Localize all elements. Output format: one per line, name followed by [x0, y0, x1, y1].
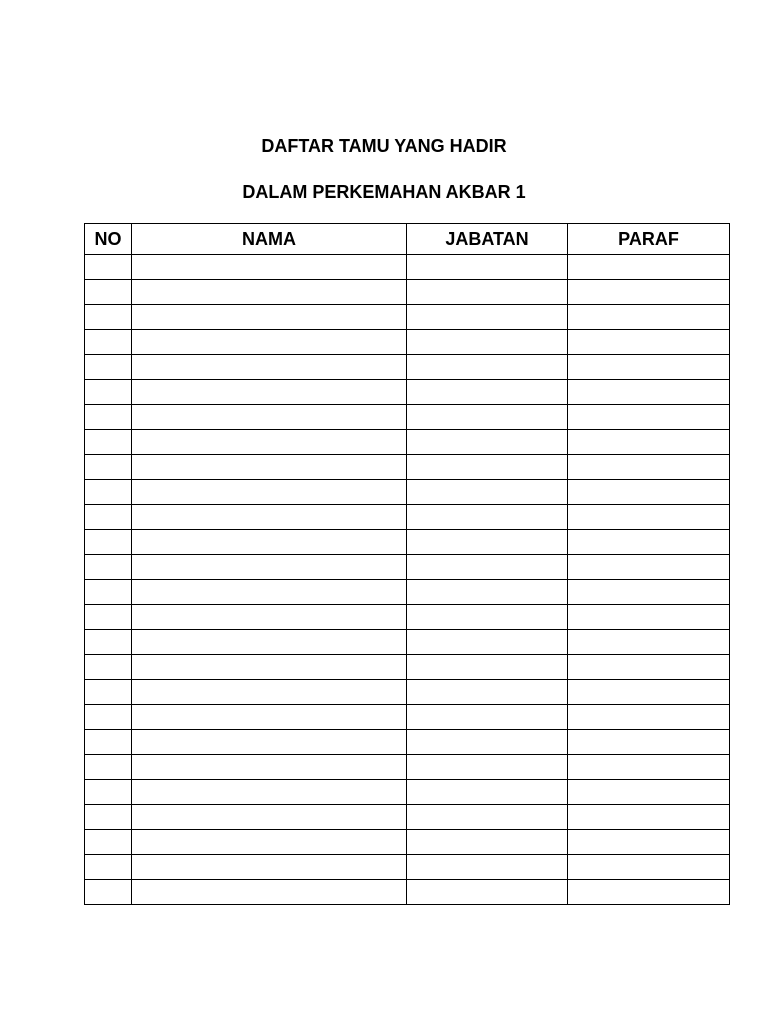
cell-nama	[132, 405, 407, 430]
cell-no	[85, 380, 132, 405]
cell-jabatan	[407, 430, 568, 455]
table-row	[85, 255, 730, 280]
cell-paraf	[568, 855, 730, 880]
table-row	[85, 380, 730, 405]
cell-no	[85, 705, 132, 730]
document-subtitle: DALAM PERKEMAHAN AKBAR 1	[242, 182, 526, 202]
cell-paraf	[568, 330, 730, 355]
cell-jabatan	[407, 305, 568, 330]
table-row	[85, 730, 730, 755]
cell-nama	[132, 330, 407, 355]
document-title: DAFTAR TAMU YANG HADIR	[261, 136, 507, 156]
cell-jabatan	[407, 280, 568, 305]
cell-paraf	[568, 830, 730, 855]
cell-no	[85, 330, 132, 355]
cell-paraf	[568, 480, 730, 505]
cell-jabatan	[407, 730, 568, 755]
table-row	[85, 280, 730, 305]
table-row	[85, 405, 730, 430]
cell-jabatan	[407, 655, 568, 680]
cell-paraf	[568, 880, 730, 905]
cell-nama	[132, 880, 407, 905]
cell-jabatan	[407, 380, 568, 405]
cell-paraf	[568, 255, 730, 280]
cell-paraf	[568, 355, 730, 380]
cell-no	[85, 630, 132, 655]
table-row	[85, 305, 730, 330]
column-header-paraf: PARAF	[568, 224, 730, 255]
cell-paraf	[568, 405, 730, 430]
cell-nama	[132, 830, 407, 855]
cell-nama	[132, 780, 407, 805]
cell-nama	[132, 705, 407, 730]
cell-nama	[132, 480, 407, 505]
cell-paraf	[568, 630, 730, 655]
cell-jabatan	[407, 455, 568, 480]
cell-nama	[132, 280, 407, 305]
table-header-row	[85, 224, 730, 255]
table-row	[85, 830, 730, 855]
cell-no	[85, 805, 132, 830]
cell-no	[85, 655, 132, 680]
cell-jabatan	[407, 330, 568, 355]
table-row	[85, 780, 730, 805]
cell-nama	[132, 530, 407, 555]
guest-table	[84, 223, 730, 905]
cell-no	[85, 755, 132, 780]
table-row	[85, 805, 730, 830]
cell-nama	[132, 730, 407, 755]
cell-no	[85, 680, 132, 705]
cell-nama	[132, 855, 407, 880]
table-row	[85, 705, 730, 730]
cell-nama	[132, 755, 407, 780]
table-body	[85, 255, 730, 905]
column-header-nama: NAMA	[132, 224, 407, 255]
cell-paraf	[568, 780, 730, 805]
cell-paraf	[568, 580, 730, 605]
table-header	[85, 224, 730, 255]
cell-no	[85, 505, 132, 530]
cell-no	[85, 255, 132, 280]
cell-paraf	[568, 730, 730, 755]
cell-jabatan	[407, 780, 568, 805]
cell-nama	[132, 305, 407, 330]
cell-no	[85, 780, 132, 805]
cell-paraf	[568, 555, 730, 580]
cell-paraf	[568, 380, 730, 405]
cell-nama	[132, 255, 407, 280]
cell-jabatan	[407, 530, 568, 555]
table-row	[85, 355, 730, 380]
cell-nama	[132, 455, 407, 480]
cell-no	[85, 305, 132, 330]
table-row	[85, 555, 730, 580]
cell-paraf	[568, 305, 730, 330]
column-header-no: NO	[85, 224, 132, 255]
cell-no	[85, 405, 132, 430]
cell-nama	[132, 555, 407, 580]
cell-no	[85, 730, 132, 755]
cell-no	[85, 855, 132, 880]
cell-no	[85, 830, 132, 855]
table-row	[85, 430, 730, 455]
cell-nama	[132, 680, 407, 705]
table-row	[85, 655, 730, 680]
cell-nama	[132, 605, 407, 630]
table-row	[85, 880, 730, 905]
cell-nama	[132, 380, 407, 405]
cell-nama	[132, 805, 407, 830]
cell-nama	[132, 630, 407, 655]
cell-no	[85, 480, 132, 505]
cell-jabatan	[407, 705, 568, 730]
cell-jabatan	[407, 630, 568, 655]
cell-jabatan	[407, 605, 568, 630]
cell-no	[85, 580, 132, 605]
cell-nama	[132, 505, 407, 530]
cell-no	[85, 280, 132, 305]
cell-jabatan	[407, 505, 568, 530]
cell-no	[85, 555, 132, 580]
cell-nama	[132, 580, 407, 605]
table-row	[85, 330, 730, 355]
cell-paraf	[568, 430, 730, 455]
table-row	[85, 530, 730, 555]
cell-jabatan	[407, 880, 568, 905]
column-header-jabatan: JABATAN	[407, 224, 568, 255]
cell-paraf	[568, 705, 730, 730]
cell-jabatan	[407, 555, 568, 580]
cell-nama	[132, 355, 407, 380]
cell-paraf	[568, 605, 730, 630]
cell-jabatan	[407, 805, 568, 830]
table-row	[85, 480, 730, 505]
cell-no	[85, 605, 132, 630]
cell-paraf	[568, 505, 730, 530]
cell-jabatan	[407, 580, 568, 605]
cell-jabatan	[407, 405, 568, 430]
cell-jabatan	[407, 255, 568, 280]
table-row	[85, 630, 730, 655]
cell-nama	[132, 655, 407, 680]
cell-jabatan	[407, 680, 568, 705]
table-row	[85, 680, 730, 705]
cell-paraf	[568, 755, 730, 780]
cell-paraf	[568, 655, 730, 680]
cell-paraf	[568, 680, 730, 705]
table-row	[85, 580, 730, 605]
cell-no	[85, 530, 132, 555]
cell-paraf	[568, 280, 730, 305]
cell-jabatan	[407, 855, 568, 880]
table-row	[85, 855, 730, 880]
cell-no	[85, 880, 132, 905]
cell-jabatan	[407, 755, 568, 780]
table-row	[85, 755, 730, 780]
cell-jabatan	[407, 480, 568, 505]
cell-no	[85, 430, 132, 455]
cell-no	[85, 455, 132, 480]
table-row	[85, 605, 730, 630]
cell-paraf	[568, 455, 730, 480]
cell-no	[85, 355, 132, 380]
cell-paraf	[568, 805, 730, 830]
cell-jabatan	[407, 830, 568, 855]
table-row	[85, 505, 730, 530]
cell-nama	[132, 430, 407, 455]
cell-paraf	[568, 530, 730, 555]
table-row	[85, 455, 730, 480]
cell-jabatan	[407, 355, 568, 380]
